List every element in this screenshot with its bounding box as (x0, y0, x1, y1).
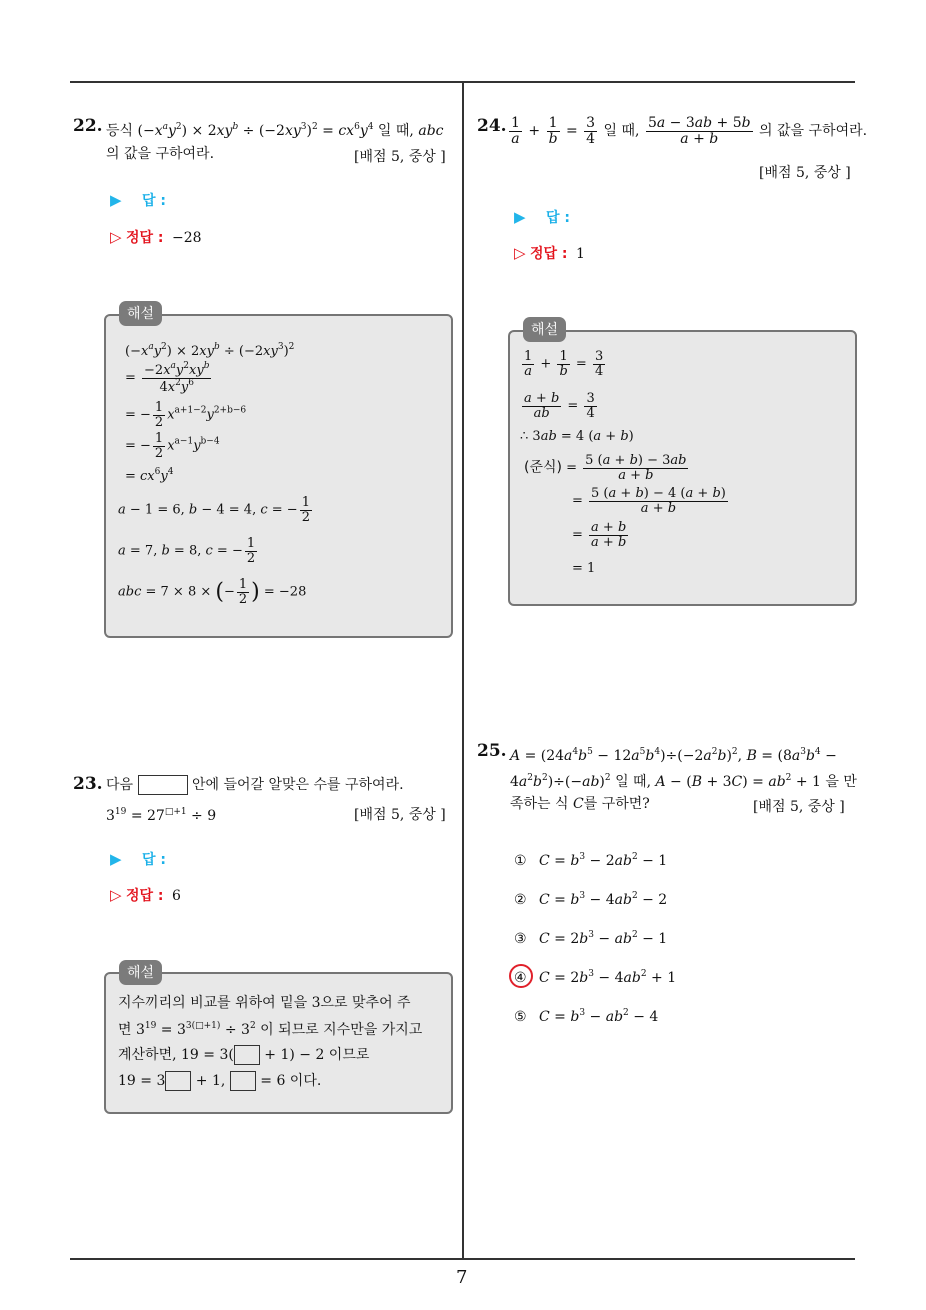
score-meta: [배점 5, 중상 ] (354, 807, 446, 823)
option-text: $C = b^3 - 4ab^2 - 2$ (539, 891, 668, 908)
explain-line: $\frac{1}{a}$ + $\frac{1}{b}$ = $\frac{3}{4}$ (524, 349, 604, 379)
selected-answer-circle (509, 964, 533, 988)
option-mark: ② (514, 892, 527, 908)
explain-line: a − 1 = 6, b − 4 = 4, c = − $\frac{1}{2}$ (118, 495, 310, 525)
question-text-line1: $A = (24a^4b^5 - 12a^5b^4)\div(-2a^2b)^2$, $B = (8a^3b^4$ − (510, 747, 837, 764)
option-mark: ⑤ (514, 1009, 527, 1025)
option-3[interactable] (514, 930, 667, 947)
explain-line: = $\frac{-2x^ay^2xy^b}{4x^2y^6}$ (125, 361, 210, 395)
explanation-tag: 해설 (119, 301, 162, 326)
explain-line: (준식) = $\frac{5 (a + b) - 3ab}{a + b}$ (524, 453, 687, 483)
question-number: 23. (73, 774, 103, 794)
correct-value: 6 (171, 888, 181, 904)
explanation-tag: 해설 (523, 317, 566, 342)
explain-line: = − $\frac{1}{2}$ $x^{a+1-2}y^{2+b-6}$ (125, 400, 247, 430)
explain-line: 계산하면, 19 = 3( + 1) − 2 이므로 (118, 1047, 370, 1063)
explain-line: = 1 (572, 561, 596, 576)
answer-row (110, 190, 166, 210)
explain-line: $(-x^ay^2) \times 2xy^b \div (-2xy^3)^2$ (125, 342, 295, 359)
explain-line: ∴ 3ab = 4 (a + b) (520, 429, 634, 444)
answer-label: 답 : (142, 193, 166, 209)
play-arrow-icon: ▶ (514, 208, 526, 226)
score-meta: [배점 5, 중상 ] (753, 799, 845, 815)
play-arrow-icon: ▶ (110, 191, 122, 209)
option-4[interactable] (514, 969, 676, 986)
question-text-line3: 족하는 식 C를 구하면? (510, 796, 650, 812)
question-text-pre: 다음 (106, 777, 134, 793)
option-mark: ③ (514, 931, 527, 947)
answer-row (110, 849, 166, 869)
option-text: $C = b^3 - ab^2 - 4$ (539, 1008, 659, 1025)
explain-line: 19 = 3 + 1, = 6 이다. (118, 1073, 322, 1089)
question-number: 24. (477, 116, 507, 136)
explain-line: = $cx^6y^4$ (125, 467, 174, 484)
correct-label: 정답 : (126, 888, 164, 904)
answer-row (514, 207, 570, 227)
score-meta: [배점 5, 중상 ] (354, 149, 446, 165)
column-divider (462, 83, 464, 1259)
bottom-rule (70, 1258, 855, 1260)
correct-value: 1 (575, 246, 585, 262)
question-text-line2: $3^{19} = 27^{□+1} \div 9$ (106, 807, 217, 824)
correct-value: −28 (171, 230, 202, 246)
option-text: $C = b^3 - 2ab^2 - 1$ (539, 852, 668, 869)
blank-box (138, 775, 188, 795)
explanation-tag: 해설 (119, 960, 162, 985)
option-1[interactable] (514, 852, 667, 869)
explain-line: a = 7, b = 8, c = − $\frac{1}{2}$ (118, 536, 256, 566)
explain-line: = − $\frac{1}{2}$ $x^{a-1}y^{b-4}$ (125, 431, 220, 461)
question-number: 22. (73, 116, 103, 136)
correct-answer-row (110, 885, 181, 905)
outline-arrow-icon: ▷ (110, 886, 122, 904)
question-text-line2: $4a^2b^2)\div(-ab)^2$ 일 때, $A - (B + 3C) = ab^2 + 1$ 을 만 (510, 773, 857, 790)
explain-line: $\frac{a + b}{ab}$ = $\frac{3}{4}$ (524, 391, 595, 421)
correct-label: 정답 : (530, 246, 568, 262)
correct-answer-row (110, 227, 202, 247)
correct-label: 정답 : (126, 230, 164, 246)
option-5[interactable] (514, 1008, 658, 1025)
question-text-line1: $\frac{1}{a}$ + $\frac{1}{b}$ = $\frac{3}{4}$ 일 때, $\frac{5a - 3ab + 5b}{a + b}$ 의 값을 구하여라. (511, 115, 868, 147)
question-text-line1 (106, 772, 404, 799)
option-2[interactable] (514, 891, 667, 908)
explain-line: 지수끼리의 비교를 위하여 밑을 3으로 맞추어 주 (118, 995, 411, 1011)
explain-line: 면 $3^{19} = 3^{3(□+1)} \div 3^2$ 이 되므로 지수만을 가지고 (118, 1021, 423, 1038)
question-text-line1: 등식 $(-x^ay^2) \times 2xy^b \div (-2xy^3)^2 = cx^6y^4$ 일 때, abc (106, 122, 444, 139)
question-text-post: 안에 들어갈 알맞은 수를 구하여라. (191, 777, 404, 793)
question-number: 25. (477, 741, 507, 761)
option-text: $C = 2b^3 - ab^2 - 1$ (539, 930, 668, 947)
option-mark: ① (514, 853, 527, 869)
outline-arrow-icon: ▷ (514, 244, 526, 262)
question-text-line2: 의 값을 구하여라. (106, 146, 215, 162)
correct-answer-row (514, 243, 585, 263)
play-arrow-icon: ▶ (110, 850, 122, 868)
explain-line: = $\frac{a + b}{a + b}$ (572, 520, 627, 550)
answer-label: 답 : (546, 210, 570, 226)
answer-label: 답 : (142, 852, 166, 868)
explain-line: = $\frac{5 (a + b) - 4 (a + b)}{a + b}$ (572, 486, 726, 516)
page-number: 7 (456, 1267, 468, 1288)
option-text: $C = 2b^3 - 4ab^2 + 1$ (539, 969, 677, 986)
outline-arrow-icon: ▷ (110, 228, 122, 246)
explain-line: abc = 7 × 8 × (− $\frac{1}{2}$ ) = −28 (118, 577, 307, 607)
score-meta: [배점 5, 중상 ] (759, 165, 851, 181)
option-mark: ④ (514, 970, 527, 986)
